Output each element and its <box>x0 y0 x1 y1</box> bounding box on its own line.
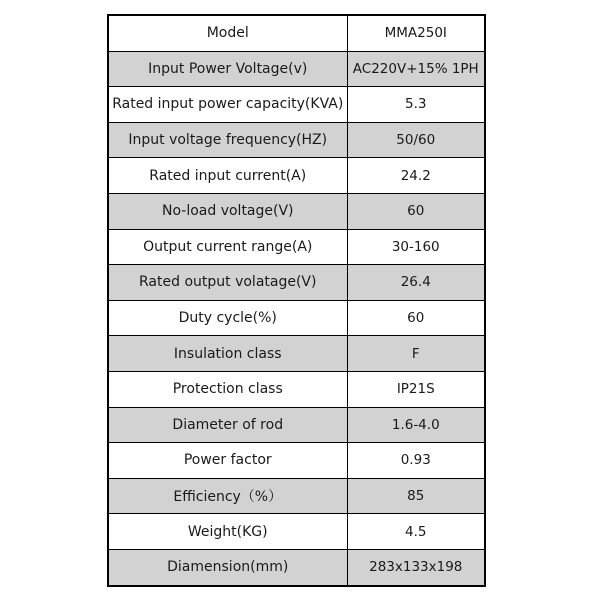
row-value: 30-160 <box>347 229 485 265</box>
table-row <box>108 229 485 265</box>
row-value: 24.2 <box>347 158 485 194</box>
table-row <box>108 265 485 301</box>
table-row <box>108 514 485 550</box>
row-value: 60 <box>347 193 485 229</box>
row-label: Input Power Voltage(v) <box>108 51 347 87</box>
row-value: IP21S <box>347 371 485 407</box>
row-value: AC220V+15% 1PH <box>347 51 485 87</box>
row-label: Power factor <box>108 443 347 479</box>
table-row <box>108 371 485 407</box>
row-value: F <box>347 336 485 372</box>
row-value: 5.3 <box>347 87 485 123</box>
table-row <box>108 51 485 87</box>
row-label: Rated output volatage(V) <box>108 265 347 301</box>
row-label: Rated input power capacity(KVA) <box>108 87 347 123</box>
row-label: Rated input current(A) <box>108 158 347 194</box>
row-value: 4.5 <box>347 514 485 550</box>
row-label: Input voltage frequency(HZ) <box>108 122 347 158</box>
table-row <box>108 122 485 158</box>
row-value: 1.6-4.0 <box>347 407 485 443</box>
table-row <box>108 407 485 443</box>
row-value: 85 <box>347 478 485 514</box>
model-label: Model <box>108 15 347 51</box>
row-label: Weight(KG) <box>108 514 347 550</box>
row-label: Diamension(mm) <box>108 549 347 585</box>
row-value: 60 <box>347 300 485 336</box>
row-value: 283x133x198 <box>347 549 485 585</box>
row-label: Duty cycle(%) <box>108 300 347 336</box>
table-row <box>108 478 485 514</box>
row-label: Protection class <box>108 371 347 407</box>
row-label: No-load voltage(V) <box>108 193 347 229</box>
row-label: Diameter of rod <box>108 407 347 443</box>
table-row <box>108 300 485 336</box>
spec-table <box>107 14 486 587</box>
table-row <box>108 87 485 123</box>
row-label: Efficiency（%） <box>108 478 347 514</box>
row-value: 50/60 <box>347 122 485 158</box>
table-row <box>108 336 485 372</box>
row-value: 0.93 <box>347 443 485 479</box>
row-value: 26.4 <box>347 265 485 301</box>
table-row <box>108 193 485 229</box>
table-row <box>108 549 485 585</box>
model-value: MMA250I <box>347 15 485 51</box>
table-row <box>108 158 485 194</box>
row-label: Insulation class <box>108 336 347 372</box>
table-row <box>108 443 485 479</box>
table-header-row <box>108 15 485 51</box>
row-label: Output current range(A) <box>108 229 347 265</box>
